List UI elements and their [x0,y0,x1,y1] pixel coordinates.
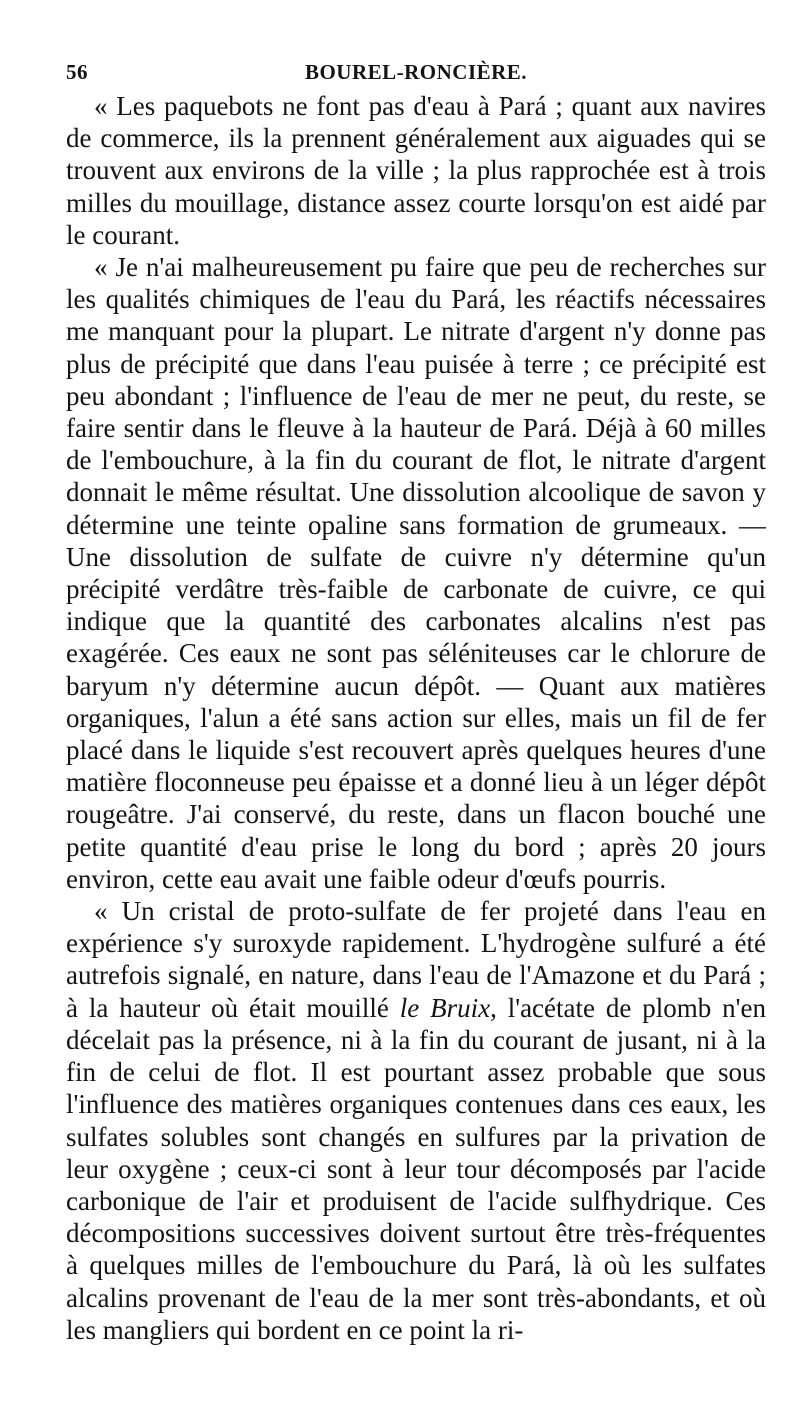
paragraph-text-after: , l'acétate de plomb n'en décelait pas la présence, ni à la fin du courant de jusant, ni à la fin de celui de flot. Il est pourtant assez probable que sous l'influence des matières organiques contenues dans ces eaux, les sulfates solubles sont changés en sulfures par la privation de leur oxygène ; ceux-ci sont à leur tour décomposés par l'acide carbonique de l'air et produisent de l'acide sulfhydrique. Ces décompositions successives doivent surtout être très-fréquentes à quelques milles de l'embouchure du Pará, là où les sulfates alcalins provenant de l'eau de la mer sont très-abondants, et où les mangliers qui bordent en ce point la ri- [66,992,766,1345]
book-page [66,60,766,1346]
paragraph-sulfide-observations [66,895,766,1346]
body-text [66,90,766,1346]
paragraph-drinking-water: « Les paquebots ne font pas d'eau à Pará ; quant aux navires de commerce, ils la prennent généralement aux aiguades qui se trouvent aux environs de la ville ; la plus rapprochée est à trois milles du mouillage, distance assez courte lorsqu'on est aidé par le courant. [66,91,766,250]
page-number: 56 [66,60,88,84]
running-title: BOUREL-RONCIÈRE. [304,60,528,84]
paragraph-chemical-analysis: « Je n'ai malheureusement pu faire que peu de recherches sur les qualités chimiques de l'eau du Pará, les réactifs nécessaires me manquant pour la plupart. Le nitrate d'argent n'y donne pas plus de précipité que dans l'eau puisée à terre ; ce précipité est peu abondant ; l'influence de l'eau de mer ne peut, du reste, se faire sentir dans le fleuve à la hauteur de Pará. Déjà à 60 milles de l'embouchure, à la fin du courant de flot, le nitrate d'argent donnait le même résultat. Une dissolution alcoolique de savon y détermine une teinte opaline sans formation de grumeaux. — Une dissolution de sulfate de cuivre n'y détermine qu'un précipité verdâtre très-faible de carbonate de cuivre, ce qui indique que la quantité des carbonates alcalins n'est pas exagérée. Ces eaux ne sont pas séléniteuses car le chlorure de baryum n'y détermine aucun dépôt. — Quant aux matières organiques, l'alun a été sans action sur elles, mais un fil de fer placé dans le liquide s'est recouvert après quelques heures d'une matière floconneuse peu épaisse et a donné lieu à un léger dépôt rougeâtre. J'ai conservé, du reste, dans un flacon bouché une petite quantité d'eau prise le long du bord ; après 20 jours environ, cette eau avait une faible odeur d'œufs pourris. [66,252,766,894]
running-head [66,60,766,88]
paragraph-text-before: « Un cristal de proto-sulfate de fer projeté dans l'eau en expérience s'y suroxyde rapidement. L'hydrogène sulfuré a été autrefois signalé, en nature, dans l'eau de l'Amazone et du Pará ; à la hauteur où était mouillé [66,896,766,1023]
ship-name: le Bruix [399,992,491,1023]
